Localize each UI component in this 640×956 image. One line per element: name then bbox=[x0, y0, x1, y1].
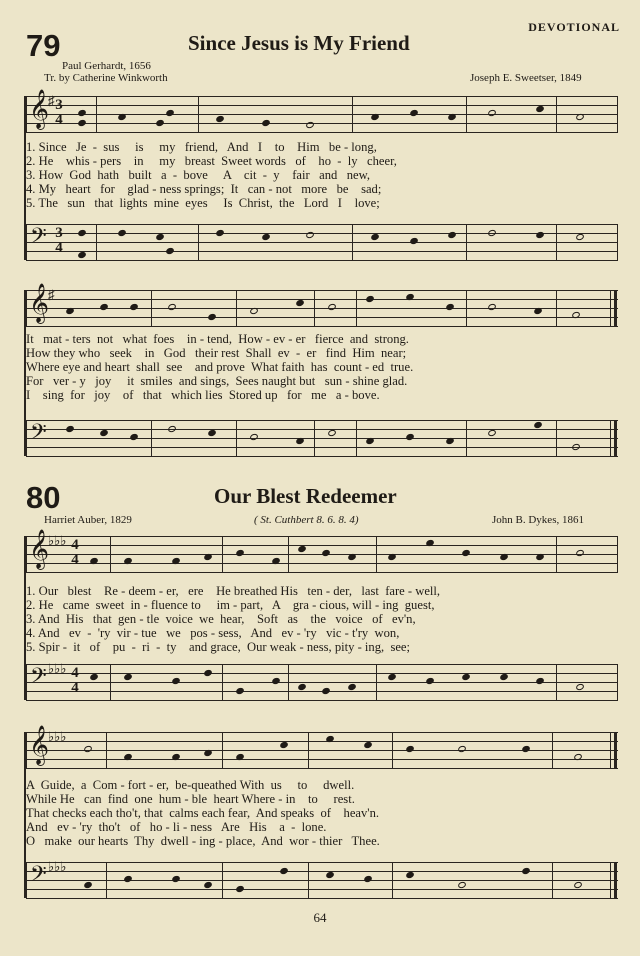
system-brace bbox=[24, 290, 26, 456]
author-credit: Harriet Auber, 1829 bbox=[44, 514, 132, 526]
lyric-line: And ev - 'ry tho't of ho - li - ness Are His a - lone. bbox=[26, 820, 327, 834]
lyric-line: 4. My heart for glad - ness springs; It can - not more be sad; bbox=[26, 182, 382, 196]
lyric-line: 2. He came sweet in - fluence to im - part, A gra - cious, will - ing guest, bbox=[26, 598, 435, 612]
lyric-line: 4. And ev - 'ry vir - tue we pos - sess, And ev - 'ry vic - t'ry won, bbox=[26, 626, 400, 640]
time-signature: 4 4 bbox=[71, 665, 79, 696]
treble-clef-icon: 𝄞 bbox=[29, 91, 50, 128]
hymn-title: Since Jesus is My Friend bbox=[188, 31, 410, 55]
bass-staff bbox=[26, 661, 618, 700]
flat-icon: ♭♭♭ bbox=[48, 661, 67, 676]
time-signature: 3 4 bbox=[55, 225, 63, 256]
lyric-line: While He can find one hum - ble heart Where - in to rest. bbox=[26, 792, 355, 806]
lyric-line: 1. Our blest Re - deem - er, ere He breathed His ten - der, last fare - well, bbox=[26, 584, 441, 598]
lyric-line: That checks each tho't, that calms each fear, And speaks of heav'n. bbox=[26, 806, 380, 820]
lyric-line: How they who seek in God their rest Shall ev - er find Him near; bbox=[26, 346, 407, 360]
sharp-icon: ♯ bbox=[48, 287, 55, 302]
bass-clef-icon: 𝄢 bbox=[30, 664, 47, 693]
treble-clef-icon: 𝄞 bbox=[29, 727, 50, 764]
treble-staff bbox=[26, 285, 618, 326]
bass-clef-icon: 𝄢 bbox=[30, 224, 47, 253]
lyric-line: A Guide, a Com - fort - er, be-queathed With us to dwell. bbox=[26, 778, 355, 792]
bass-staff bbox=[26, 859, 618, 898]
lyric-line: Where eye and heart shall see and prove What faith has count - ed true. bbox=[26, 360, 414, 374]
system-brace bbox=[24, 96, 26, 260]
flat-icon: ♭♭♭ bbox=[48, 533, 67, 548]
treble-staff bbox=[26, 531, 618, 572]
lyric-line: 5. Spir - it of pu - ri - ty and grace, Our weak - ness, pity - ing, see; bbox=[26, 640, 411, 654]
translator-credit: Tr. by Catherine Winkworth bbox=[44, 72, 168, 84]
author-credit: Paul Gerhardt, 1656 bbox=[62, 60, 151, 72]
treble-clef-icon: 𝄞 bbox=[29, 285, 50, 322]
lyric-line: For ver - y joy it smiles and sings, Sees naught but sun - shine glad. bbox=[26, 374, 408, 388]
lyric-line: 1. Since Je - sus is my friend, And I to Him be - long, bbox=[26, 140, 377, 154]
time-signature: 3 4 bbox=[55, 97, 63, 128]
lyric-line: 3. How God hath built a - bove A cit - y fair and new, bbox=[26, 168, 371, 182]
lyric-line: 2. He whis - pers in my breast Sweet words of ho - ly cheer, bbox=[26, 154, 397, 168]
treble-staff bbox=[26, 91, 618, 132]
time-signature: 4 4 bbox=[71, 537, 79, 568]
lyric-line: It mat - ters not what foes in - tend, How - ev - er fierce and strong. bbox=[26, 332, 409, 346]
lyric-line: I sing for joy of that which lies Stored up for me a - bove. bbox=[26, 388, 380, 402]
page-number: 64 bbox=[313, 910, 327, 925]
flat-icon: ♭♭♭ bbox=[48, 729, 67, 744]
sharp-icon: ♯ bbox=[48, 93, 55, 108]
hymn-title: Our Blest Redeemer bbox=[214, 484, 397, 508]
section-heading: DEVOTIONAL bbox=[528, 20, 620, 34]
treble-clef-icon: 𝄞 bbox=[29, 531, 50, 568]
hymn-number: 79 bbox=[26, 28, 61, 63]
lyric-line: O make our hearts Thy dwell - ing - place, And wor - thier Thee. bbox=[26, 834, 380, 848]
hymn-number: 80 bbox=[26, 480, 61, 515]
tune-name: ( St. Cuthbert 8. 6. 8. 4) bbox=[254, 514, 359, 526]
lyric-line: 3. And His that gen - tle voice we hear, Soft as the voice of ev'n, bbox=[26, 612, 416, 626]
bass-clef-icon: 𝄢 bbox=[30, 862, 47, 891]
composer-credit: Joseph E. Sweetser, 1849 bbox=[470, 72, 582, 84]
bass-staff bbox=[26, 420, 618, 456]
bass-clef-icon: 𝄢 bbox=[30, 420, 47, 449]
system-brace bbox=[24, 536, 26, 700]
bass-staff bbox=[26, 224, 618, 260]
composer-credit: John B. Dykes, 1861 bbox=[492, 514, 584, 526]
treble-staff bbox=[26, 727, 618, 768]
system-brace bbox=[24, 732, 26, 898]
flat-icon: ♭♭♭ bbox=[48, 859, 67, 874]
lyric-line: 5. The sun that lights mine eyes Is Christ, the Lord I love; bbox=[26, 196, 380, 210]
